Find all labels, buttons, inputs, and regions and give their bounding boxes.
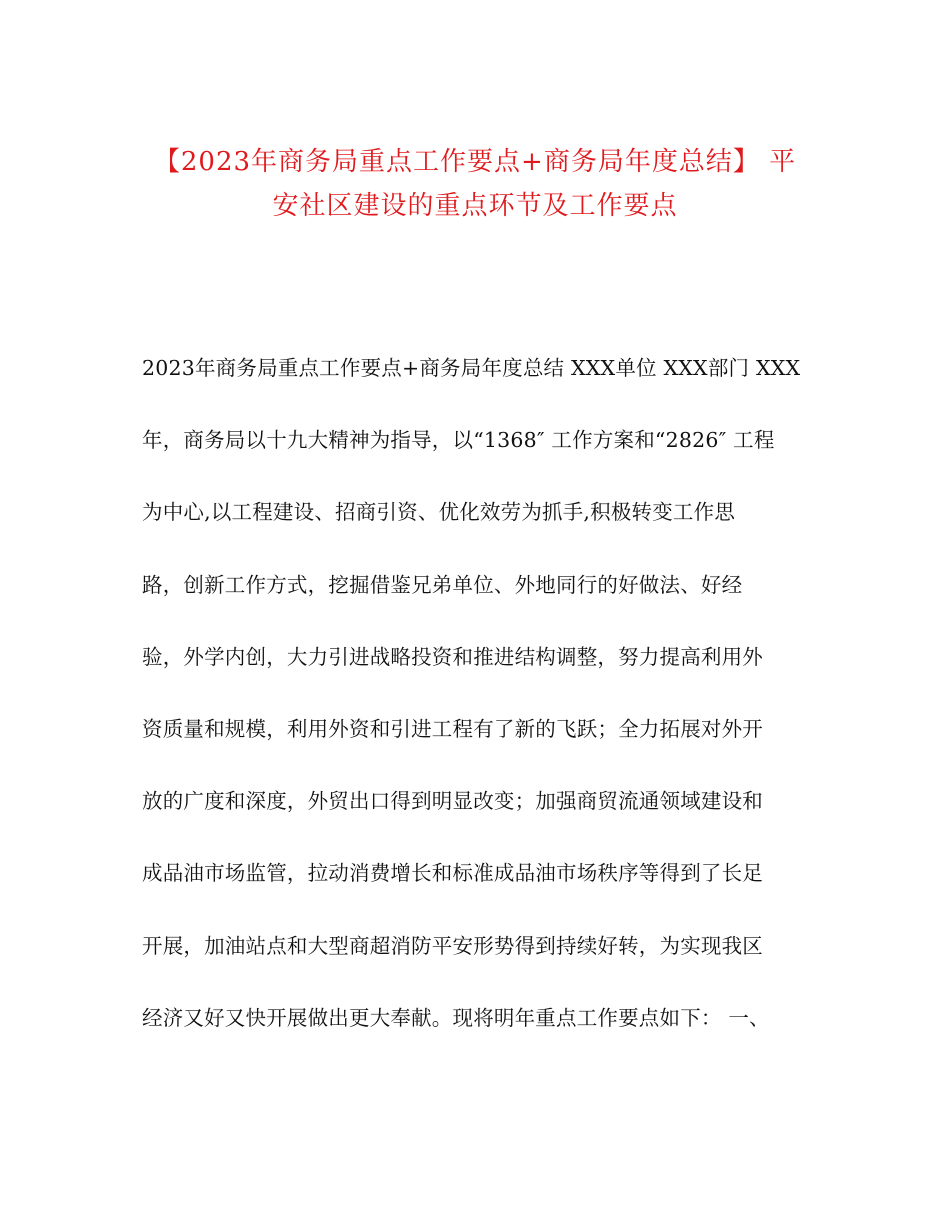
body-line-7: 放的广度和深度，外贸出口得到明显改变；加强商贸流通领域建设和 [142,789,763,814]
body-line-2: 年，商务局以十九大精神为指导，以“1368″ 工作方案和“2826″ 工程 [142,428,775,453]
title-line-2: 安社区建设的重点环节及工作要点 [272,191,678,221]
document-body [142,348,802,1070]
body-line-5: 验，外学内创，大力引进战略投资和推进结构调整，努力提高利用外 [142,644,763,669]
body-line-9: 开展，加油站点和大型商超消防平安形势得到持续好转，为实现我区 [142,933,763,958]
body-line-8: 成品油市场监管，拉动消费增长和标准成品油市场秩序等得到了长足 [142,861,763,886]
body-line-6: 资质量和规模，利用外资和引进工程有了新的飞跃；全力拓展对外开 [142,716,763,741]
document-title [120,140,830,228]
title-line-1: 【2023年商务局重点工作要点+商务局年度总结】 平 [153,147,797,177]
body-line-1: 2023年商务局重点工作要点+商务局年度总结 XXX单位 XXX部门 XXX [142,356,801,380]
body-line-10: 经济又好又快开展做出更大奉献。现将明年重点工作要点如下： 一、 [142,1005,770,1030]
body-line-3: 为中心,以工程建设、招商引资、优化效劳为抓手,积极转变工作思 [142,500,736,525]
body-line-4: 路，创新工作方式，挖掘借鉴兄弟单位、外地同行的好做法、好经 [142,572,743,597]
